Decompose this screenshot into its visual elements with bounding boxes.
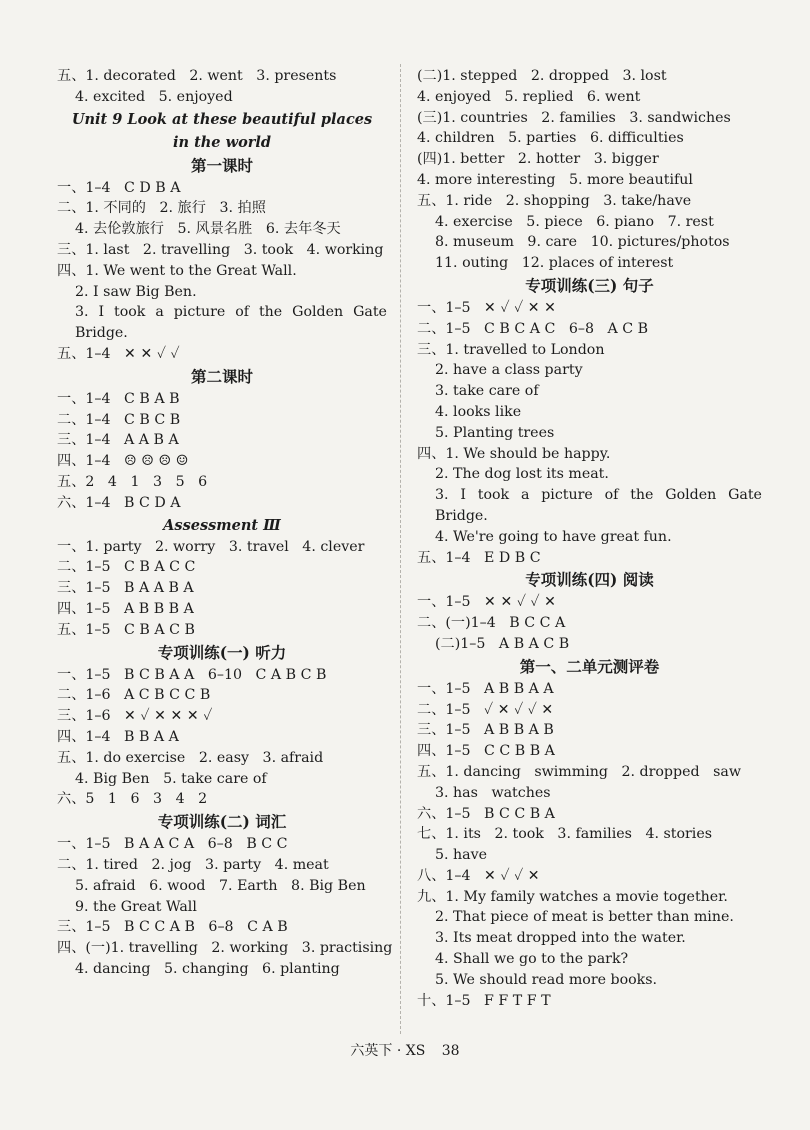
answer-line: 三、1–5 A B B A B <box>417 722 554 739</box>
answer-line: 二、1–4 C B C B <box>57 411 181 428</box>
answer-line: 六、1–5 B C C B A <box>417 805 555 822</box>
unit-heading-cont: in the world <box>172 133 272 151</box>
answer-line: 十、1–5 F F T F T <box>417 992 551 1009</box>
answer-line: 4. 去伦敦旅行 5. 风景名胜 6. 去年冬天 <box>75 221 341 238</box>
answer-line: 3. take care of <box>435 383 539 400</box>
answer-line: 一、1–5 ✕ ✓ ✓ ✕ ✕ <box>417 299 557 316</box>
answer-line: 4. excited 5. enjoyed <box>75 88 233 105</box>
answer-line: (四)1. better 2. hotter 3. bigger <box>417 151 659 168</box>
section-title: 专项训练(四) 阅读 <box>525 570 654 590</box>
answer-line: 4. enjoyed 5. replied 6. went <box>417 88 641 105</box>
unit-heading: Unit 9 Look at these beautiful places <box>71 110 373 128</box>
answer-line: 一、1. party 2. worry 3. travel 4. clever <box>57 538 365 555</box>
answer-line: 一、1–5 A B B A A <box>417 680 554 697</box>
answer-line: 二、1–5 C B A C C <box>57 559 196 576</box>
answer-line: Bridge. <box>435 507 488 524</box>
left-column <box>57 66 393 980</box>
answer-line: 五、1. ride 2. shopping 3. take/have <box>417 192 692 209</box>
answer-line: 2. have a class party <box>435 362 583 379</box>
column-divider <box>400 64 401 1034</box>
answer-line: 五、1–4 ✕ ✕ ✓ ✓ <box>57 345 180 362</box>
answer-line-justified: 3. I took a picture of the Golden Gate <box>435 487 762 504</box>
section-title: Assessment Ⅲ <box>163 516 281 534</box>
answer-line: 8. museum 9. care 10. pictures/photos <box>435 234 730 251</box>
answer-line: 5. Planting trees <box>435 424 555 441</box>
right-column <box>417 66 762 1011</box>
answer-line: 三、1. last 2. travelling 3. took 4. working <box>57 241 384 258</box>
answer-line: 三、1–5 B A A B A <box>57 580 194 597</box>
answer-line: 四、1–5 C C B B A <box>417 743 555 760</box>
answer-line: 二、1. 不同的 2. 旅行 3. 拍照 <box>57 200 266 217</box>
answer-line: 二、1. tired 2. jog 3. party 4. meat <box>57 856 329 873</box>
answer-line: 二、1–6 A C B C C B <box>57 687 211 704</box>
section-title: 专项训练(二) 词汇 <box>157 812 287 832</box>
answer-line: 5. afraid 6. wood 7. Earth 8. Big Ben <box>75 877 366 894</box>
answer-line: 4. more interesting 5. more beautiful <box>417 171 693 188</box>
answer-line: 一、1–4 C B A B <box>57 390 180 407</box>
answer-line: 5. have <box>435 847 488 864</box>
answer-line: 五、1. dancing swimming 2. dropped saw <box>417 763 741 780</box>
answer-line: 五、1–4 E D B C <box>417 549 541 566</box>
answer-line: (二)1–5 A B A C B <box>435 635 570 652</box>
answer-line: 三、1–6 ✕ ✓ ✕ ✕ ✕ ✓ <box>57 708 213 725</box>
answer-line: 一、1–5 ✕ ✕ ✓ ✓ ✕ <box>417 594 557 611</box>
answer-line: 2. The dog lost its meat. <box>435 466 609 483</box>
page-number: 38 <box>441 1043 460 1059</box>
answer-line: 二、(一)1–4 B C C A <box>417 615 566 632</box>
section-title: 第一课时 <box>190 155 253 175</box>
answer-line: 4. looks like <box>435 403 522 420</box>
answer-line: 三、1–4 A A B A <box>57 432 179 449</box>
answer-line: 五、1–5 C B A C B <box>57 621 195 638</box>
answer-line: 四、1. We should be happy. <box>417 445 611 462</box>
answer-line: 四、(一)1. travelling 2. working 3. practising <box>57 940 393 957</box>
answer-line: 2. I saw Big Ben. <box>75 283 197 300</box>
answer-line: 4. children 5. parties 6. difficulties <box>417 130 684 147</box>
answer-line: 4. Big Ben 5. take care of <box>75 770 267 787</box>
answer-line: 9. the Great Wall <box>75 898 197 915</box>
answer-line: 六、1–4 B C D A <box>57 494 181 511</box>
answer-line: 一、1–5 B C B A A 6–10 C A B C B <box>57 666 327 683</box>
answer-line: (二)1. stepped 2. dropped 3. lost <box>417 68 667 84</box>
answer-line: 4. dancing 5. changing 6. planting <box>75 960 340 977</box>
answer-line: 三、1–5 B C C A B 6–8 C A B <box>57 919 288 936</box>
answer-line: 3. has watches <box>435 784 551 801</box>
answer-line: 4. exercise 5. piece 6. piano 7. rest <box>435 213 714 230</box>
answer-line: 三、1. travelled to London <box>417 341 605 358</box>
page-footer <box>0 1040 810 1060</box>
answer-line: Bridge. <box>75 325 128 342</box>
answer-line: 二、1–5 ✓ ✕ ✓ ✓ ✕ <box>417 701 554 718</box>
answer-line: 一、1–4 C D B A <box>57 179 181 196</box>
answer-line: 3. Its meat dropped into the water. <box>435 930 686 947</box>
section-title: 第一、二单元测评卷 <box>519 656 660 676</box>
answer-line: 四、1. We went to the Great Wall. <box>57 262 297 279</box>
answer-line: 四、1–4 ☹ ☹ ☹ ☺ <box>57 453 189 470</box>
section-title: 专项训练(三) 句子 <box>525 275 654 295</box>
answer-line: 一、1–5 B A A C A 6–8 B C C <box>57 836 288 853</box>
answer-line: 五、2 4 1 3 5 6 <box>57 473 208 490</box>
answer-line: 11. outing 12. places of interest <box>435 255 674 272</box>
answer-line: 4. We're going to have great fun. <box>435 528 672 545</box>
book-code: 六英下 · XS <box>350 1043 426 1059</box>
answer-line: 二、1–5 C B C A C 6–8 A C B <box>417 320 649 337</box>
answer-line: 5. We should read more books. <box>435 971 658 988</box>
answer-line: 九、1. My family watches a movie together. <box>417 888 728 905</box>
section-title: 专项训练(一) 听力 <box>157 642 287 662</box>
answer-line: 六、5 1 6 3 4 2 <box>57 791 208 808</box>
answer-line: 4. Shall we go to the park? <box>435 951 629 968</box>
answer-line: (三)1. countries 2. families 3. sandwiches <box>417 109 731 126</box>
answer-line: 四、1–4 B B A A <box>57 728 179 745</box>
answer-line: 八、1–4 ✕ ✓ ✓ ✕ <box>417 867 540 884</box>
answer-line: 五、1. decorated 2. went 3. presents <box>57 68 337 84</box>
section-title: 第二课时 <box>190 366 253 386</box>
answer-line: 2. That piece of meat is better than mine. <box>435 909 734 926</box>
answer-line-justified: 3. I took a picture of the Golden Gate <box>75 304 387 321</box>
answer-line: 七、1. its 2. took 3. families 4. stories <box>417 826 713 843</box>
answer-line: 四、1–5 A B B B A <box>57 600 194 617</box>
answer-line: 五、1. do exercise 2. easy 3. afraid <box>57 749 324 766</box>
